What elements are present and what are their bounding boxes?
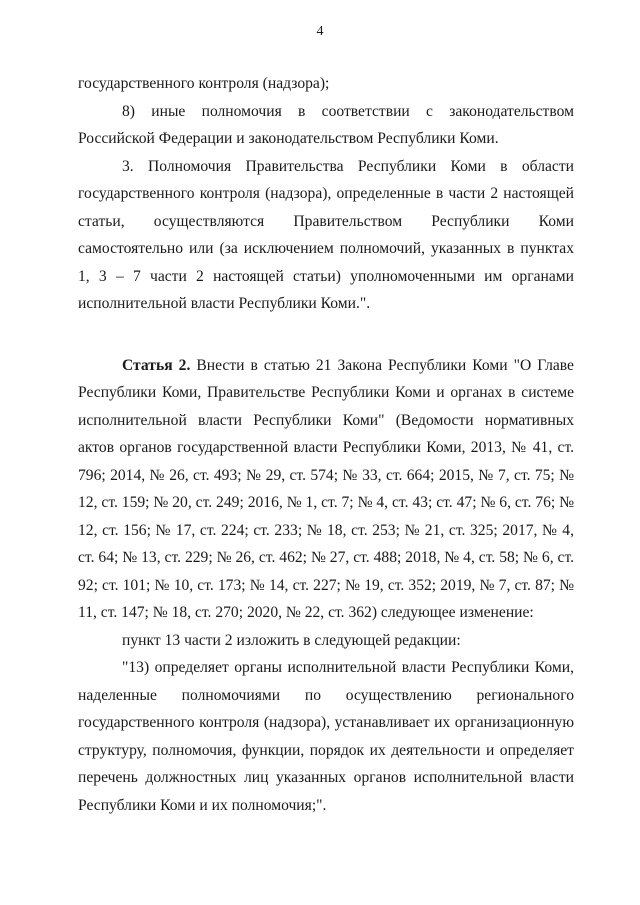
- article-2-text: Внести в статью 21 Закона Республики Коми "О Главе Республики Коми, Правительстве Республики Коми и органах в системе исполнительной власти Республики Коми" (Ведомости нормативных актов органов государственной власти Республики Коми, 2013, № 41, ст. 796; 2014, № 26, ст. 493; № 29, ст. 574; № 33, ст. 664; 2015, № 7, ст. 75; № 12, ст. 159; № 20, ст. 249; 2016, № 1, ст. 7; № 4, ст. 43; ст. 47; № 6, ст. 76; № 12, ст. 156; № 17, ст. 224; ст. 233; № 18, ст. 253; № 21, ст. 325; 2017, № 4, ст. 64; № 13, ст. 229; № 26, ст. 462; № 27, ст. 488; 2018, № 4, ст. 58; № 6, ст. 92; ст. 101; № 10, ст. 173; № 14, ст. 227; № 19, ст. 352; 2019, № 7, ст. 87; № 11, ст. 147; № 18, ст. 270; 2020, № 22, ст. 362) следующее изменение:: [78, 356, 574, 621]
- paragraph-part-3: 3. Полномочия Правительства Республики Коми в области государственного контроля (надзора), определенные в части 2 настоящей статьи, осуществляются Правительством Республики Коми самостоятельно или (за исключением полномочий, указанных в пунктах 1, 3 – 7 части 2 настоящей статьи) уполномоченными им органами исполнительной власти Республики Коми.".: [78, 157, 574, 312]
- section-gap: [78, 318, 574, 352]
- document-body: [78, 70, 574, 819]
- article-label: Статья 2.: [122, 356, 191, 374]
- paragraph-item-8: 8) иные полномочия в соответствии с законодательством Российской Федерации и законодательством Республики Коми.: [78, 102, 574, 147]
- paragraph-article-2: [78, 352, 574, 627]
- paragraph-amendment-intro: пункт 13 части 2 изложить в следующей редакции:: [122, 631, 461, 649]
- paragraph-item-13: "13) определяет органы исполнительной власти Республики Коми, наделенные полномочиями по осуществлению регионального государственного контроля (надзора), устанавливает их организационную структуру, полномочия, функции, порядок их деятельности и определяет перечень должностных лиц указанных органов исполнительной власти Республики Коми и их полномочия;".: [78, 659, 574, 814]
- paragraph-continuation: государственного контроля (надзора);: [78, 75, 330, 92]
- page-number: 4: [316, 24, 324, 39]
